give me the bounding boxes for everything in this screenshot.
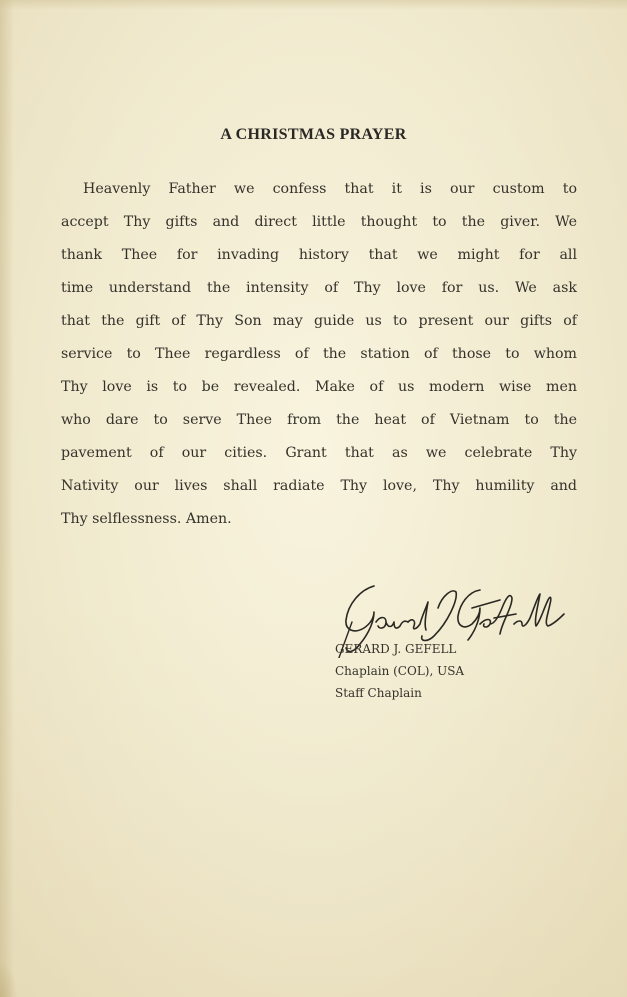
page-title: A CHRISTMAS PRAYER [220,126,407,143]
prayer-line-7: Thy love is to be revealed. Make of us modern wise men [61,379,577,395]
prayer-line-2: accept Thy gifts and direct little thought to the giver. We [61,214,577,230]
prayer-line-6: service to Thee regardless of the station of those to whom [61,346,577,362]
prayer-line-10: Nativity our lives shall radiate Thy love, Thy humility and [61,478,577,494]
paper-edge-shadow [0,0,14,997]
prayer-line-1: Heavenly Father we confess that it is our custom to [83,181,577,197]
prayer-line-4: time understand the intensity of Thy love for us. We ask [61,280,577,296]
signatory-rank: Chaplain (COL), USA [335,664,465,678]
paper-top-shadow [0,0,627,10]
prayer-line-11: Thy selflessness. Amen. [61,511,232,527]
prayer-line-9: pavement of our cities. Grant that as we celebrate Thy [61,445,577,461]
prayer-line-3: thank Thee for invading history that we might for all [61,247,577,263]
signatory-name: GERARD J. GEFELL [335,642,457,656]
prayer-line-8: who dare to serve Thee from the heat of Vietnam to the [61,412,577,428]
prayer-body [61,173,577,536]
prayer-line-5: that the gift of Thy Son may guide us to present our gifts of [61,313,577,329]
signatory-position: Staff Chaplain [335,686,422,700]
signature-block [335,638,464,704]
paper-stain [0,960,18,997]
